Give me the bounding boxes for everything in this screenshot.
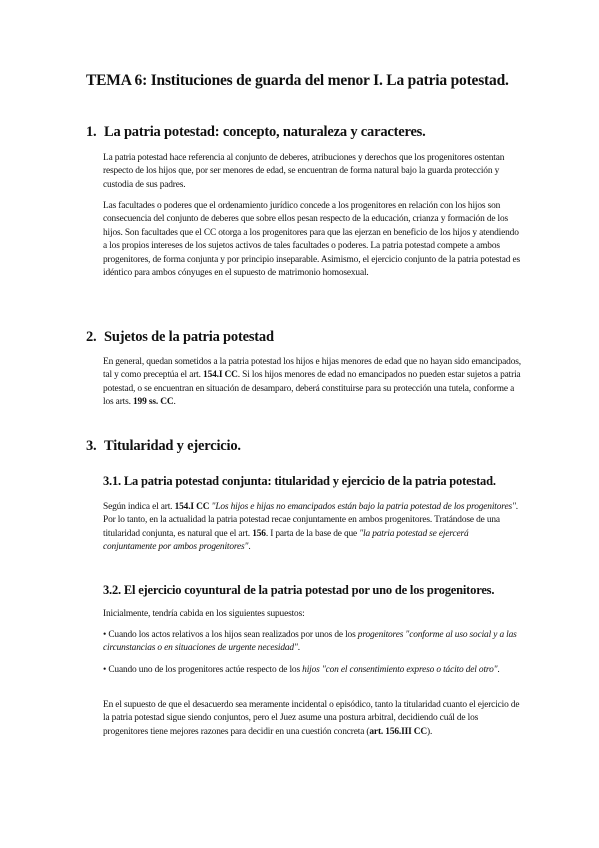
section-number: 3. — [86, 438, 97, 454]
subsection-3-2-heading: 3.2. El ejercicio coyuntural de la patria potestad por uno de los progenitores. — [103, 583, 495, 597]
paragraph-text: Inicialmente, tendría cabida en los siguientes supuestos: — [103, 609, 305, 619]
paragraph-text: En el supuesto de que el desacuerdo sea meramente incidental o episódico, tanto la titularidad cuanto el ejercicio de la patria potestad sigue siendo conjuntos, pero el Juez asume una postura arbitral, decidiendo cuál de los progenitores tiene mejores razones para decidir en una cuestión concreta (art. 156.III CC). — [103, 700, 520, 737]
paragraph-text: Las facultades o poderes que el ordenamiento jurídico concede a los progenitores en relación con los hijos son consecuencia del conjunto de deberes que sobre ellos pesan respecto de la educación, crianza y formación de los hijos. Son facultades que el CC otorga a los progenitores para que las ejerzan en beneficio de los hijos y atendiendo a los propios intereses de los sujetos activos de tales facultades o poderes. La patria potestad compete a ambos progenitores, de forma conjunta y por principio inseparable. Asimismo, el ejercicio conjunto de la patria potestad es idéntico para ambos cónyuges en el supuesto de matrimonio homosexual. — [103, 201, 520, 279]
section-2-paragraph — [103, 356, 521, 410]
subsection-3-1-heading: 3.1. La patria potestad conjunta: titularidad y ejercicio de la patria potestad. — [103, 474, 496, 488]
page-title: TEMA 6: Instituciones de guarda del menor I. La patria potestad. — [86, 72, 509, 89]
section-1-paragraph-1 — [103, 152, 521, 192]
subsection-3-2-paragraph — [103, 699, 521, 739]
section-2-heading — [86, 329, 274, 346]
subsection-3-2-intro — [103, 608, 521, 621]
subsection-3-1-paragraph — [103, 501, 521, 555]
section-number: 2. — [86, 329, 97, 345]
section-title: La patria potestad: concepto, naturaleza y caracteres. — [104, 124, 426, 140]
section-1-heading — [86, 124, 426, 141]
bullet-item — [103, 664, 521, 677]
paragraph-text: Según indica el art. 154.I CC "Los hijos e hijas no emancipados están bajo la patria potestad de los progenitores". Por lo tanto, en la actualidad la patria potestad recae conjuntamente en ambos progenitores. Tratándose de una titularidad conjunta, es natural que el art. 156. I parta de la base de que "la patria potestad se ejercerá conjuntamente por ambos progenitores". — [103, 502, 518, 553]
paragraph-text: En general, quedan sometidos a la patria potestad los hijos e hijas menores de edad que no hayan sido emancipados, tal y como preceptúa el art. 154.I CC. Si los hijos menores de edad no emancipados no pueden estar sujetos a patria potestad, o se encuentran en situación de desamparo, deberá constituirse para su protección una tutela, conforme a los arts. 199 ss. CC. — [103, 357, 521, 408]
paragraph-text: La patria potestad hace referencia al conjunto de deberes, atribuciones y derechos que los progenitores ostentan respecto de los hijos que, por ser menores de edad, se encuentran de forma natural bajo la guarda protección y custodia de sus padres. — [103, 153, 505, 190]
section-number: 1. — [86, 124, 97, 140]
section-1-paragraph-2 — [103, 200, 521, 280]
section-title: Sujetos de la patria potestad — [104, 329, 274, 345]
section-title: Titularidad y ejercicio. — [104, 438, 241, 454]
bullet-item — [103, 629, 521, 656]
paragraph-text: • Cuando los actos relativos a los hijos sean realizados por unos de los progenitores "conforme al uso social y a las circunstancias o en situaciones de urgente necesidad". — [103, 630, 517, 654]
section-3-heading — [86, 438, 241, 455]
paragraph-text: • Cuando uno de los progenitores actúe respecto de los hijos "con el consentimiento expreso o tácito del otro". — [103, 665, 500, 675]
